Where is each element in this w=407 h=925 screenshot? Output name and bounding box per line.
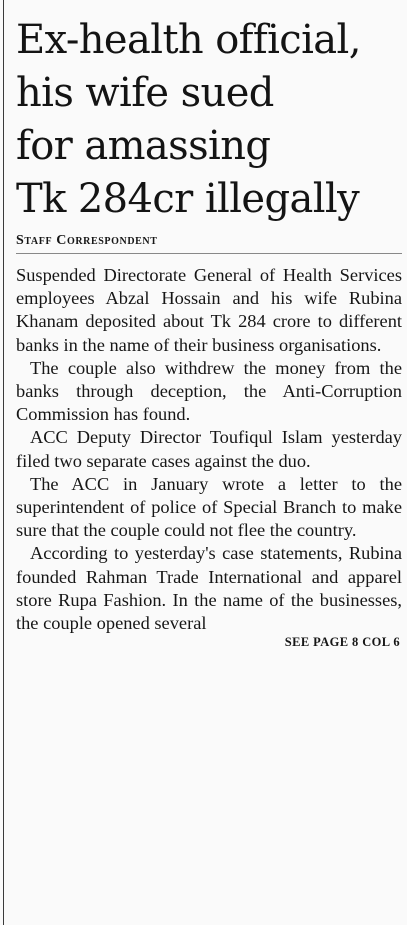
continued-on-page-line[interactable]: SEE PAGE 8 COL 6 bbox=[284, 635, 400, 650]
column-divider-rule bbox=[3, 0, 4, 925]
article-column bbox=[16, 14, 402, 649]
byline-divider bbox=[16, 253, 402, 254]
headline-line: Ex-health official, bbox=[16, 17, 361, 63]
body-paragraph: ACC Deputy Director Toufiqul Islam yesterday filed two separate cases against the duo. bbox=[16, 427, 402, 471]
body-paragraph: According to yesterday's case statements, Rubina founded Rahman Trade International and apparel store Rupa Fashion. In the name of the businesses, the couple opened several bbox=[16, 543, 402, 634]
byline: Staff Correspondent bbox=[16, 233, 158, 248]
headline-line: Tk 284cr illegally bbox=[16, 176, 360, 222]
article-body bbox=[16, 264, 402, 635]
headline-line: his wife sued bbox=[16, 70, 274, 116]
article-headline bbox=[16, 14, 402, 226]
body-paragraph: The couple also withdrew the money from the banks through deception, the Anti-Corruption Commission has found. bbox=[16, 357, 402, 425]
body-paragraph: Suspended Directorate General of Health Services employees Abzal Hossain and his wife Rubina Khanam deposited about Tk 284 crore to different banks in the name of their business organisations. bbox=[16, 265, 402, 355]
body-paragraph: The ACC in January wrote a letter to the superintendent of police of Special Branch to make sure that the couple could not flee the country. bbox=[16, 473, 402, 541]
headline-line: for amassing bbox=[16, 123, 271, 169]
